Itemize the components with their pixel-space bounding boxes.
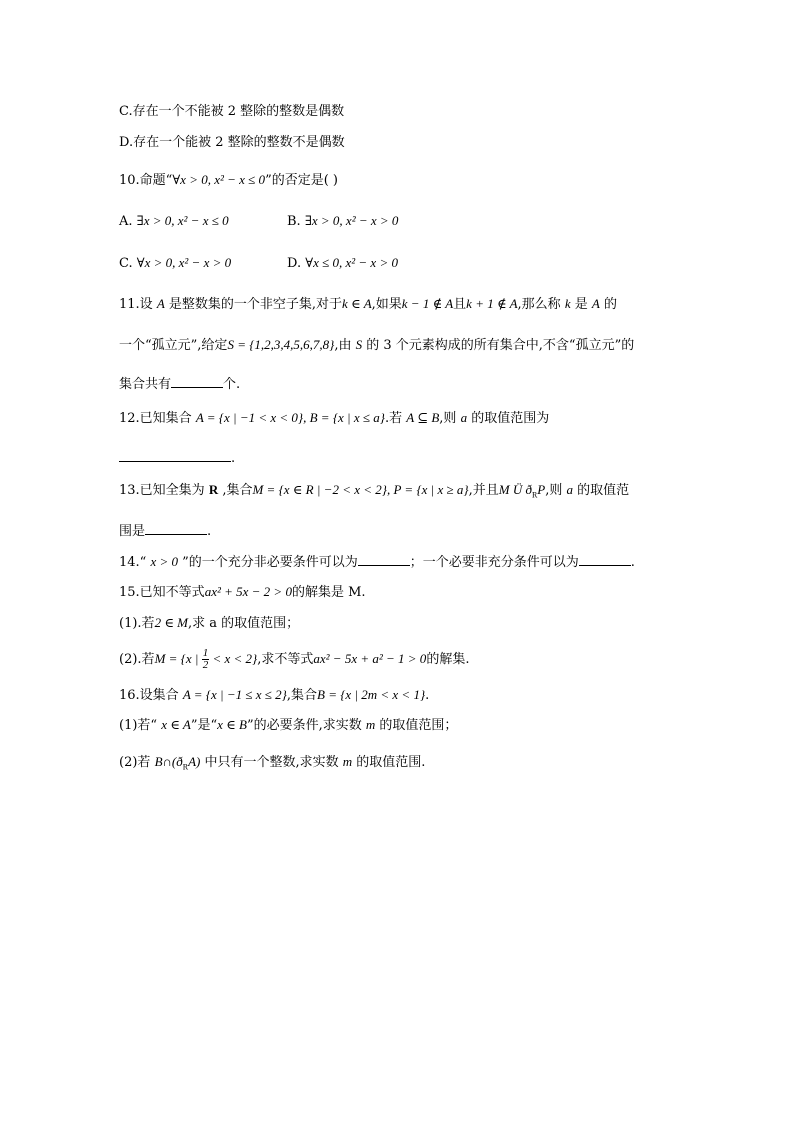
q9-option-c: C.存在一个不能被 2 整除的整数是偶数 [119, 104, 345, 119]
text: ,求 a 的取值范围； [188, 616, 300, 631]
text: (2).若 [119, 652, 155, 667]
option-label: B. [287, 214, 305, 229]
math: k ∈ A [342, 296, 372, 311]
math: k [564, 296, 571, 311]
math-sub: R [531, 490, 538, 500]
option-math: ∃x > 0, x² − x > 0 [304, 213, 399, 228]
fraction-numerator: 1 [202, 647, 209, 659]
text: (2)若 [119, 755, 155, 770]
text: 的 [599, 297, 617, 312]
text: 是整数集的一个非空子集,对于 [164, 297, 343, 312]
answer-blank[interactable] [145, 520, 207, 535]
math: B = {x | 2m < x < 1} [317, 687, 426, 702]
math: M = {x ∈ R | −2 < x < 2}, P = {x | x ≥ a} [252, 482, 469, 497]
q13-line-2 [119, 520, 211, 541]
text: ,那么称 [517, 297, 565, 312]
text: 的取值范 [573, 483, 630, 498]
text: 是 [570, 297, 592, 312]
math: S = {1,2,3,4,5,6,7,8} [227, 337, 335, 352]
answer-blank[interactable] [579, 551, 631, 566]
text: (1).若 [119, 616, 155, 631]
q16-stem [119, 686, 429, 705]
q9-option-d: D.存在一个能被 2 整除的整数不是偶数 [119, 135, 345, 150]
math-sub: R [182, 762, 189, 772]
option-math: ∀x ≤ 0, x² − x > 0 [305, 255, 398, 270]
math: A) [188, 754, 201, 769]
math: m [342, 754, 353, 769]
q11-line-1 [119, 295, 617, 314]
q15-part-1 [119, 614, 299, 633]
q10-stem-text: 10.命题“ [119, 173, 173, 188]
text: 14.“ [119, 555, 151, 570]
math: M = {x | [154, 651, 202, 666]
q10-stem-text-end: ”的否定是( ) [265, 173, 338, 188]
math: a [460, 410, 468, 425]
text: ；一个必要非充分条件可以为 [409, 555, 579, 570]
answer-blank[interactable] [358, 551, 410, 566]
option-label: A. [119, 214, 137, 229]
math: P [537, 482, 546, 497]
q12-line-2 [119, 447, 235, 468]
math: x ∈ A [161, 717, 191, 732]
answer-blank[interactable] [171, 373, 223, 388]
q13-line-1 [119, 481, 629, 505]
text: 的 3 个元素构成的所有集合中,不含“孤立元”的 [362, 338, 635, 353]
text: 12.已知集合 [119, 411, 196, 426]
math: A [156, 296, 165, 311]
text: .若 [384, 411, 407, 426]
math: R [208, 482, 219, 497]
text: ,集合 [286, 688, 317, 703]
q11-line-2 [119, 336, 634, 355]
math: A [591, 296, 600, 311]
fraction-denominator: 2 [202, 659, 209, 671]
q11-line-3 [119, 373, 240, 394]
text: (1)若“ [119, 718, 162, 733]
option-math: ∀x > 0, x² − x > 0 [136, 255, 232, 270]
math: 2 ∈ M [154, 615, 189, 630]
math: A ⊆ B [406, 410, 440, 425]
text: 13.已知全集为 [119, 483, 209, 498]
text: 且 [453, 297, 467, 312]
option-label: C. [119, 256, 137, 271]
text: 个. [223, 377, 241, 392]
text: ,则 [439, 411, 461, 426]
option-math: ∃x > 0, x² − x ≤ 0 [136, 213, 229, 228]
q14 [119, 551, 635, 572]
text: 的解集是 M. [291, 585, 366, 600]
text: . [425, 688, 430, 703]
q16-part-2 [119, 753, 425, 777]
math: A = {x | −1 < x < 0}, B = {x | x ≤ a} [195, 410, 385, 425]
math: < x < 2} [209, 651, 258, 666]
text: 集合共有 [119, 377, 172, 392]
text: 11.设 [119, 297, 157, 312]
text: . [630, 555, 635, 570]
math: M Ü ð [498, 482, 532, 497]
text: ”的必要条件,求实数 [246, 718, 366, 733]
math: B∩(ð [154, 754, 183, 769]
math: k − 1 ∉ A [401, 296, 454, 311]
text: 中只有一个整数,求实数 [200, 755, 343, 770]
text: 的取值范围为 [467, 411, 550, 426]
q15-part-2 [119, 648, 469, 671]
q10-option-a [119, 212, 229, 231]
q12-line-1 [119, 409, 549, 428]
math: x ∈ B [217, 717, 247, 732]
q15-stem [119, 583, 366, 602]
q10-stem [119, 171, 338, 190]
text: ,如果 [371, 297, 402, 312]
text: ”是“ [190, 718, 218, 733]
text: 一个“孤立元”,给定 [119, 338, 228, 353]
math: S [355, 337, 363, 352]
text: 的取值范围； [375, 718, 458, 733]
text: ,由 [334, 338, 356, 353]
math: A = {x | −1 ≤ x ≤ 2} [182, 687, 287, 702]
math: ax² − 5x + a² − 1 > 0 [313, 651, 427, 666]
text: 15.已知不等式 [119, 585, 205, 600]
text: ,并且 [468, 483, 499, 498]
text: 围是 [119, 524, 146, 539]
q10-option-d [287, 254, 398, 273]
math: a [566, 482, 574, 497]
q10-option-b [287, 212, 398, 231]
math: m [365, 717, 376, 732]
math: x > 0 [150, 554, 178, 569]
text: . [207, 524, 212, 539]
math: k + 1 ∉ A [466, 296, 518, 311]
text: ,则 [545, 483, 567, 498]
q16-part-1 [119, 716, 457, 735]
answer-blank[interactable] [119, 447, 231, 462]
text: ,集合 [218, 483, 253, 498]
q10-option-c [119, 254, 231, 273]
text: 16.设集合 [119, 688, 183, 703]
text: ,求不等式 [257, 652, 314, 667]
text: . [231, 451, 236, 466]
option-label: D. [287, 256, 306, 271]
text: 的取值范围. [352, 755, 426, 770]
math: ax² + 5x − 2 > 0 [204, 584, 292, 599]
q10-stem-math: ∀x > 0, x² − x ≤ 0 [172, 172, 266, 187]
text: 的解集. [426, 652, 470, 667]
text: ”的一个充分非必要条件可以为 [178, 555, 358, 570]
